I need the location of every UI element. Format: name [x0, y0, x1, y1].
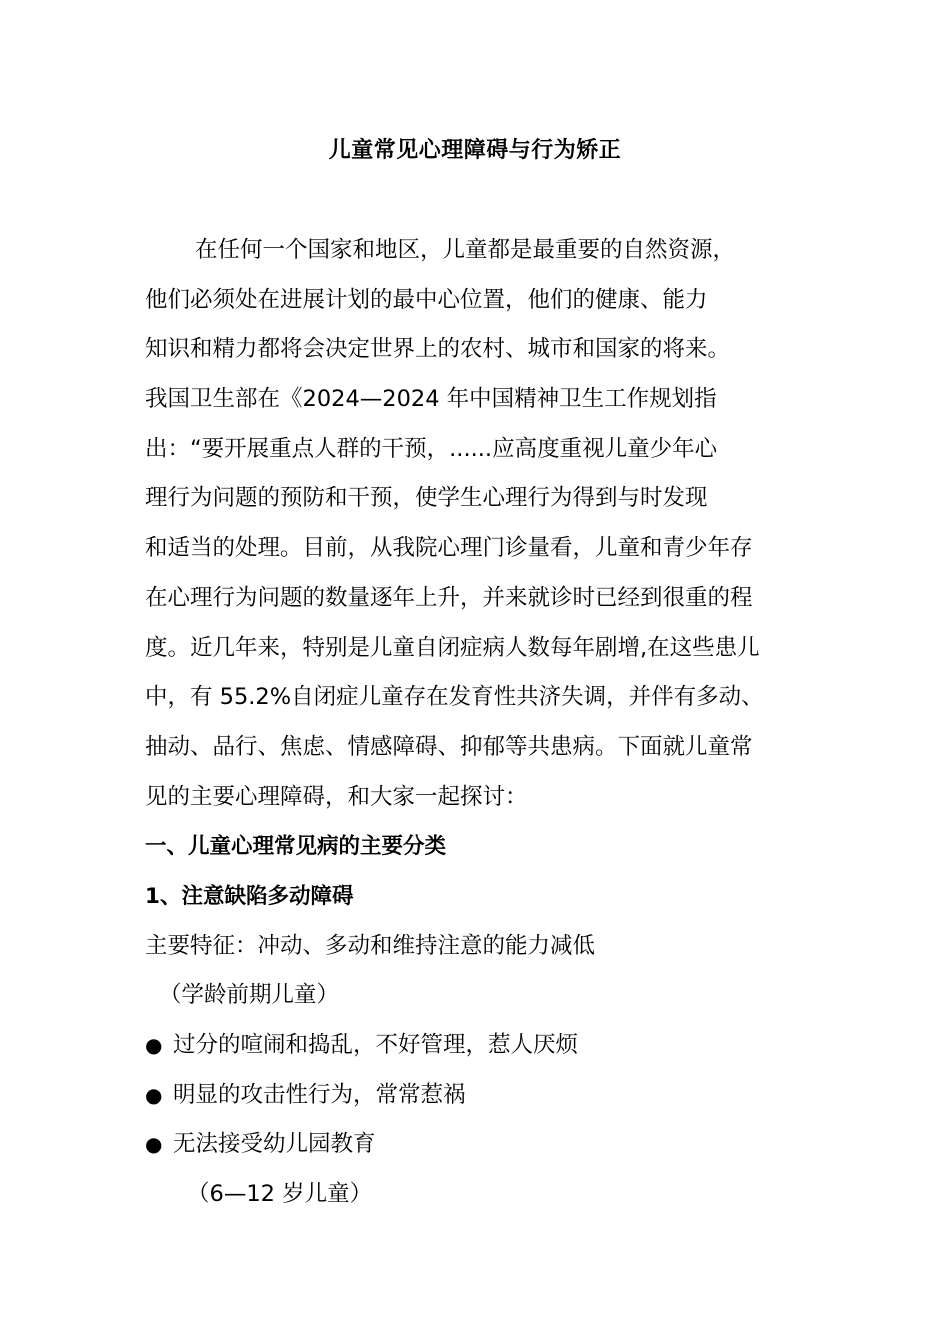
preschool-label: （学龄前期儿童） [159, 982, 340, 1009]
paragraph-line: 知识和精力都将会决定世界上的农村、城市和国家的将来。 [145, 336, 731, 363]
bullet-item [145, 1071, 825, 1121]
paragraph-line: 出：“要开展重点人群的干预，......应高度重视儿童少年心 [145, 435, 718, 462]
document-title: 儿童常见心理障碍与行为矫正 [328, 138, 622, 163]
bullet-text: 过分的喧闹和捣乱，不好管理，惹人厌烦 [173, 1032, 579, 1058]
bullet-text: 无法接受幼儿园教育 [173, 1131, 376, 1158]
paragraph-line: 和适当的处理。目前，从我院心理门诊量看，儿童和青少年存 [145, 535, 753, 562]
bullet-icon: ● [145, 1082, 163, 1107]
paragraph-line: 他们必须处在进展计划的最中心位置，他们的健康、能力 [145, 286, 708, 313]
main-features-text: 主要特征：冲动、多动和维持注意的能力减低 [145, 932, 596, 959]
paragraph-line: 在心理行为问题的数量逐年上升，并来就诊时已经到很重的程 [145, 584, 753, 611]
school-age-label: （6—12 岁儿童） [187, 1181, 373, 1208]
paragraph-line: 抽动、品行、焦虑、情感障碍、抑郁等共患病。下面就儿童常 [145, 733, 753, 760]
paragraph-line: 理行为问题的预防和干预，使学生心理行为得到与时发现 [145, 485, 708, 512]
bullet-icon: ● [145, 1033, 163, 1057]
paragraph-line: 见的主要心理障碍，和大家一起探讨： [145, 783, 528, 810]
bullet-icon: ● [145, 1132, 163, 1157]
document-body [145, 226, 825, 1220]
paragraph-line: 中，有 55.2%自闭症儿童存在发育性共济失调，并伴有多动、 [145, 684, 764, 711]
paragraph-line: 度。近几年来，特别是儿童自闭症病人数每年剧增,在这些患儿 [145, 634, 760, 661]
paragraph-line: 在任何一个国家和地区，儿童都是最重要的自然资源， [195, 237, 736, 263]
subsection-heading: 1、注意缺陷多动障碍 [145, 883, 354, 909]
bullet-item [145, 1120, 825, 1170]
section-heading: 一、儿童心理常见病的主要分类 [145, 834, 447, 860]
paragraph-line: 我国卫生部在《2024—2024 年中国精神卫生工作规划指 [145, 386, 717, 413]
bullet-item [145, 1021, 825, 1071]
bullet-text: 明显的攻击性行为，常常惹祸 [173, 1081, 466, 1108]
